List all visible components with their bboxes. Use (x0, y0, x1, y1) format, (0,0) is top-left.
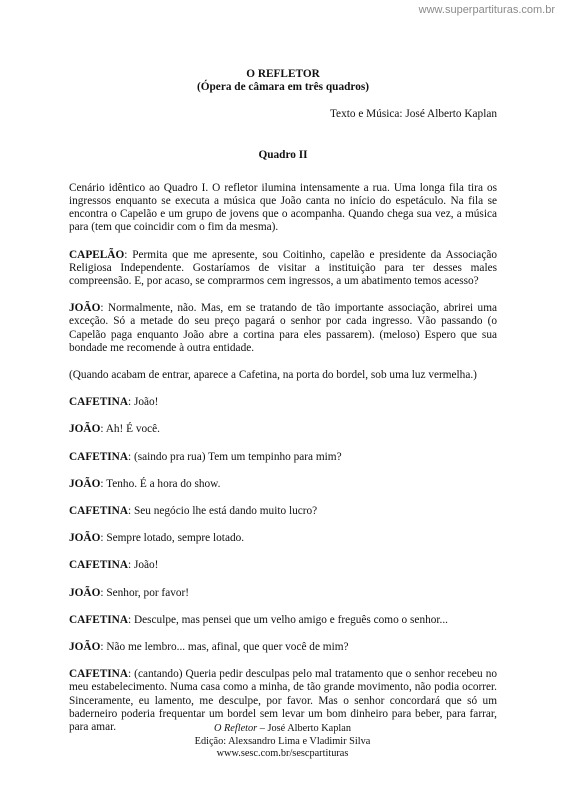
site-watermark: www.superpartituras.com.br (418, 4, 555, 16)
paragraph (69, 302, 497, 355)
paragraph (69, 614, 497, 627)
speaker-name: CAFETINA (69, 396, 128, 409)
paragraph-text: : Sempre lotado, sempre lotado. (100, 532, 245, 545)
paragraph (69, 182, 497, 235)
paragraph-text: : Seu negócio lhe está dando muito lucro? (128, 505, 318, 518)
paragraph (69, 369, 497, 382)
paragraph-text: : (cantando) Queria pedir desculpas pelo mal tratamento que o senhor recebeu no meu estabelecimento. Numa casa como a minha, de tão grande movimento, não podia ocorrer. Sinceramente, eu lamento, me desculpe, por favor. Mas o senhor concordará que só um baderneiro poderia frequentar um bordel sem levar um bom dinheiro para beber, para farrar, para amar. (69, 668, 497, 734)
paragraph-text: : (saindo pra rua) Tem um tempinho para mim? (128, 450, 342, 463)
speaker-name: JOÃO (69, 477, 101, 490)
paragraph-text: : Não me lembro... mas, afinal, que quer você de mim? (100, 641, 349, 654)
footer-edition: Edição: Alexsandro Lima e Vladimir Silva (194, 735, 371, 747)
paragraph-text: : Permita que me apresente, sou Coitinho, capelão e presidente da Associação Religiosa Independente. Gostaríamos de visitar a instituição para ter desses males compreensão. E, por acaso, se comprarmos cem ingressos, a um abatimento temos acesso? (69, 248, 497, 288)
paragraph (69, 423, 497, 436)
speaker-name: CAFETINA (69, 559, 128, 572)
speaker-name: CAFETINA (69, 613, 128, 626)
work-title: O REFLETOR (246, 68, 320, 80)
paragraph (69, 396, 497, 409)
paragraph-text: (Quando acabam de entrar, aparece a Cafetina, na porta do bordel, sob uma luz vermelha.) (69, 369, 477, 382)
speaker-name: JOÃO (69, 532, 101, 545)
paragraph (69, 532, 497, 545)
footer-work-title: O Refletor (214, 723, 258, 734)
speaker-name: CAPELÃO (69, 248, 125, 261)
work-subtitle: (Ópera de câmara em três quadros) (196, 81, 370, 94)
paragraph-text: : Tenho. É a hora do show. (100, 477, 221, 490)
scene-heading: Quadro II (258, 148, 308, 161)
paragraph-text: : Senhor, por favor! (100, 586, 190, 599)
speaker-name: JOÃO (69, 641, 101, 654)
paragraph (69, 587, 497, 600)
document-page (69, 68, 497, 734)
speaker-name: CAFETINA (69, 668, 128, 681)
paragraph-text: : Desculpe, mas pensei que um velho amigo e freguês como o senhor... (128, 613, 448, 626)
page-footer (0, 723, 565, 761)
paragraph (69, 641, 497, 654)
paragraph-text: Cenário idêntico ao Quadro I. O refletor ilumina intensamente a rua. Uma longa fila tira os ingressos enquanto se executa a música que João canta no início do espetáculo. Na fila se encontra o Capelão e um grupo de jovens que o acompanha. Quando chega sua vez, a música para (tem que coincidir com o fim da mesma). (69, 181, 497, 234)
footer-work-author: – José Alberto Kaplan (257, 723, 351, 734)
speaker-name: CAFETINA (69, 505, 128, 518)
paragraph-text: : João! (128, 559, 159, 572)
paragraph-text: : Normalmente, não. Mas, em se tratando de tão importante associação, abrirei uma exceção. Só a metade do seu preço pagará o senhor por cada ingresso. Vão passando (o Capelão paga enquanto João abre a cortina para eles passarem). (meloso) Espero que sua bondade me recomende à outra entidade. (69, 302, 497, 354)
paragraph-text: : João! (128, 396, 159, 409)
footer-url: www.sesc.com.br/sescpartituras (216, 748, 349, 759)
speaker-name: CAFETINA (69, 450, 128, 463)
speaker-name: JOÃO (69, 302, 101, 315)
paragraph (69, 249, 497, 289)
footer-work-line (0, 723, 565, 736)
speaker-name: JOÃO (69, 423, 101, 436)
paragraph (69, 451, 497, 464)
paragraph (69, 478, 497, 491)
author-line: Texto e Música: José Alberto Kaplan (329, 108, 497, 121)
paragraph (69, 505, 497, 518)
paragraph-text: : Ah! É você. (100, 423, 160, 436)
speaker-name: JOÃO (69, 586, 101, 599)
paragraph (69, 559, 497, 572)
